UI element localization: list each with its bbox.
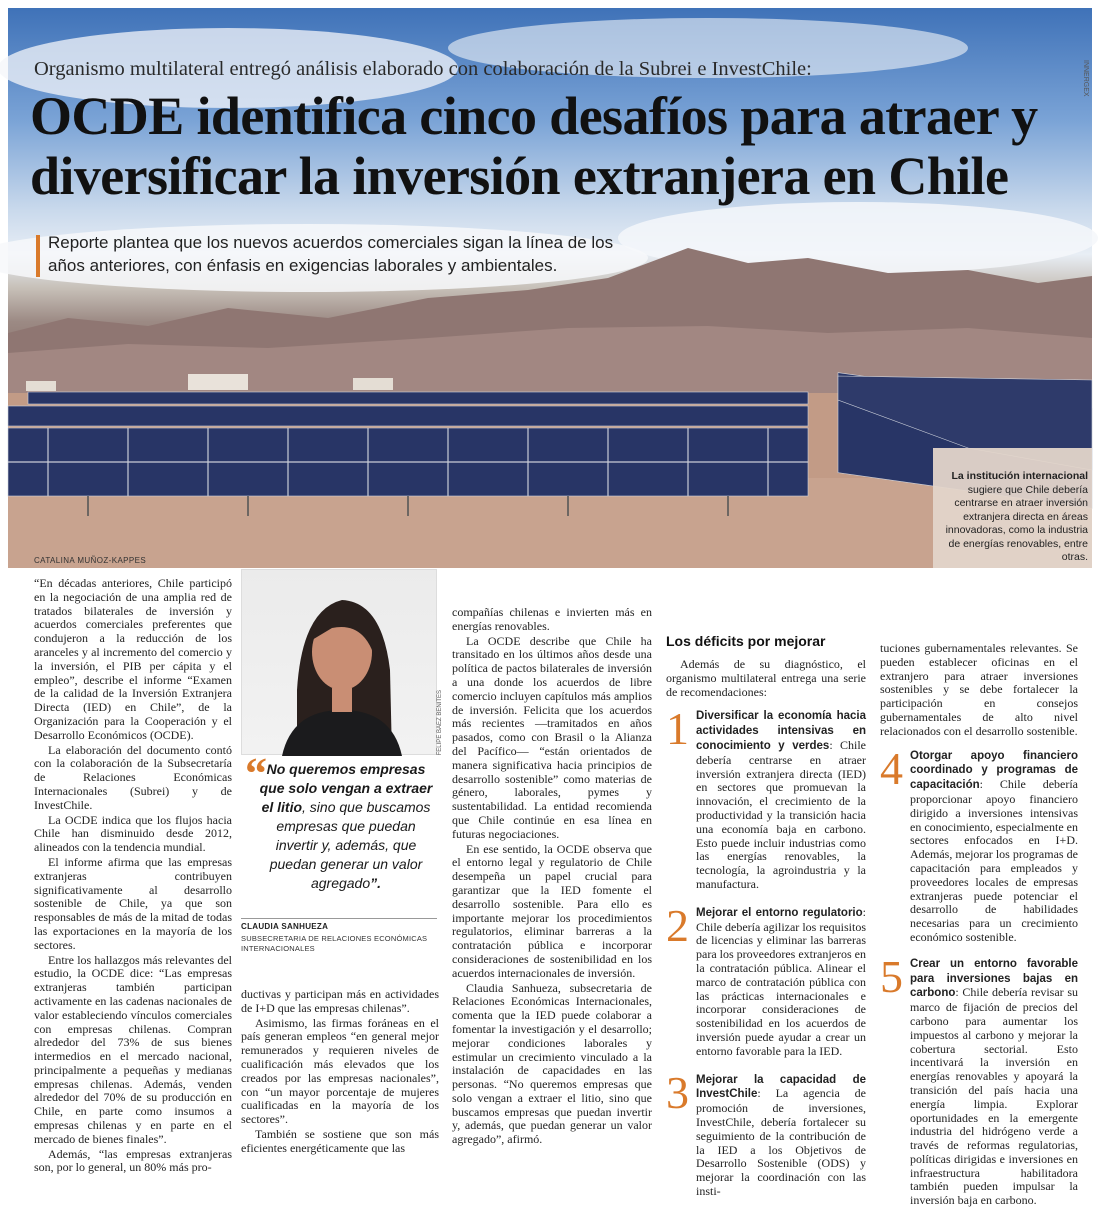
item-title: Otorgar apoyo financiero coordinado y programas de capacitación bbox=[910, 749, 1078, 792]
column-2 bbox=[241, 988, 439, 1157]
section-title: Los déficits por mejorar bbox=[666, 633, 826, 649]
paragraph: tuciones gubernamentales relevantes. Se pueden establecer oficinas en el extranjero para atraer inversiones sostenibles y se debe fortalecer la participación en consejos gubernamentales de alto nivel relacionados con el desarrollo sostenible. bbox=[880, 641, 1078, 738]
portrait-claudia-sanhueza bbox=[241, 569, 437, 755]
item-body: : Chile debería centrarse en atraer inversión extranjera directa (IED) en sectores que promuevan la innovación, el crecimiento de la productividad y la transición hacia una economía baja en carbono. Esto puede incluir industrias como las energías renovables, la tecnología, la agroindustria y la manufactura. bbox=[696, 737, 866, 891]
paragraph: compañías chilenas e invierten más en energías renovables. bbox=[452, 605, 652, 633]
column-4 bbox=[666, 658, 866, 1200]
item-body: : La agencia de promoción de inversiones, InvestChile, debería fortalecer su seguimiento de la contribución de la IED a los Objetivos de Desarrollo Sostenible (ODS) y mejorar la coordinación con las insti- bbox=[696, 1086, 866, 1198]
item-body: : Chile debería revisar su marco de fijación de precios del carbono para aumentar los impuestos al carbono y mejorar la cobertura sectorial. Esto incentivará la inversión en energías renovables y apoyará la transición del país hacia una energía limpia. Explorar oportunidades en la emergente industria del hidrógeno verde a través de reformas regulatorias, políticas dirigidas e inversiones en infraestructura habilitadora también pueden impulsar la inversión baja en carbono. bbox=[910, 985, 1078, 1208]
paragraph: ductivas y participan más en actividades de I+D que las empresas chilenas”. bbox=[241, 987, 439, 1015]
recommendation-5 bbox=[880, 950, 1078, 1208]
column-3 bbox=[452, 606, 652, 1148]
quote-end: ”. bbox=[370, 875, 382, 891]
pull-quote bbox=[241, 749, 437, 893]
paragraph: El informe afirma que las empresas extranjeras contribuyen significativamente al desarrollo sostenible de Chile, ya que son responsables de más de la mitad de todas las exportaciones en la mayoría de los sectores. bbox=[34, 854, 232, 952]
lede-text: Reporte plantea que los nuevos acuerdos comerciales sigan la línea de los años anteriores, con énfasis en exigencias laborales y ambientales. bbox=[48, 233, 614, 275]
item-title: Diversificar la economía hacia actividades intensivas en conocimiento y verdes bbox=[696, 710, 866, 752]
portrait-credit: FELIPE BÁEZ BENITES bbox=[437, 690, 443, 756]
quote-author-role: SUBSECRETARIA DE RELACIONES ECONÓMICAS INTERNACIONALES bbox=[241, 934, 428, 953]
caption-text: sugiere que Chile debería centrarse en atraer inversión extranjera directa en áreas innovadoras, como la industria de energías renovables, entre otras. bbox=[945, 483, 1088, 563]
item-text bbox=[910, 749, 1078, 945]
column-5 bbox=[880, 642, 1078, 1209]
vertical-photo-credit: INNERGEX bbox=[1082, 60, 1089, 97]
item-text bbox=[696, 709, 866, 891]
paragraph: La OCDE describe que Chile ha transitado en los últimos años desde una política de pactos bilaterales de inversión a una donde los acuerdos de libre comercio incluyen capítulos más amplios de inversión. Felicita que los acuerdos más recientes —tramitados en años pasados, como con Brasil o la Alianza del Pacífico— “están orientados de manera significativa hacia principios de desarrollo sostenible” como materias de género, laborales, pymes y sustentabilidad. La entidad recomienda que Chile continúe en esa línea en futuras negociaciones. bbox=[452, 633, 652, 841]
recommendation-1 bbox=[666, 703, 866, 891]
caption-bold: La institución internacional bbox=[951, 470, 1088, 482]
item-body: : Chile debería proporcionar apoyo financiero dirigido a inversiones intensivas en conocimiento, especialmente en sectores enfocados en I+D. Además, mejorar los programas de capacitación para empleados y proveedores locales de empresas extranjeras puede potenciar el desarrollo de habilidades necesarias para un crecimiento económico sostenible. bbox=[910, 777, 1078, 944]
recommendation-4 bbox=[880, 742, 1078, 945]
kicker: Organismo multilateral entregó análisis elaborado con colaboración de la Subrei e InvestChile: bbox=[34, 58, 812, 80]
number-2: 2 bbox=[666, 899, 689, 951]
paragraph: En ese sentido, la OCDE observa que el entorno legal y regulatorio de Chile desempeña un papel crucial para garantizar que la IED fomente el desarrollo sostenible. Para ello es importante mejorar los procedimientos regulatorios, eliminar barreras a la contratación pública e incorporar consideraciones de sostenibilidad en los acuerdos internacionales de inversión. bbox=[452, 841, 652, 980]
photo-caption bbox=[940, 470, 1088, 565]
headline: OCDE identifica cinco desafíos para atraer y diversificar la inversión extranjera en Chile bbox=[30, 86, 1038, 206]
number-1: 1 bbox=[666, 703, 689, 755]
item-title: Mejorar la capacidad de InvestChile bbox=[696, 1073, 866, 1101]
quote-divider bbox=[241, 918, 437, 919]
quote-text bbox=[241, 760, 437, 893]
paragraph: Entre los hallazgos más relevantes del estudio, la OCDE dice: “Las empresas extranjeras también participan activamente en las cadenas nacionales de valor estableciendo vínculos comerciales con empresas chilenas. Compran alrededor del 73% de sus bienes intermedios en el mercado nacional, principalmente a pequeñas y medianas empresas chilenas. Además, venden alrededor del 70% de su producción en Chile, en parte como insumos a empresas chilenas y en parte en el mercado de bienes finales”. bbox=[34, 952, 232, 1146]
paragraph: Claudia Sanhueza, subsecretaria de Relaciones Económicas Internacionales, comenta que la IED puede colaborar a fomentar la investigación y el desarrollo; mejorar condiciones laborales y estimular un crecimiento vinculado a la instalación de capacidades en las personas. “No queremos empresas que solo vengan a extraer el litio, sino que buscamos empresas que puedan invertir y, además, que puedan generar un valor agregado”, afirmó. bbox=[452, 980, 652, 1147]
paragraph: También se sostiene que son más eficientes energéticamente que las bbox=[241, 1126, 439, 1155]
item-body: : Chile debería agilizar los requisitos de licencias y eliminar las barreras para los proveedores extranjeros en la contratación pública. Alinear el marco de contratación pública con las prácticas internacionales e incorporar consideraciones de sostenibilidad en los acuerdos de inversión puede ayudar a crear un entorno favorable para la IED. bbox=[696, 904, 866, 1058]
recommendation-3 bbox=[666, 1066, 866, 1199]
item-text bbox=[696, 1073, 866, 1199]
number-5: 5 bbox=[880, 950, 903, 1002]
paragraph: Asimismo, las firmas foráneas en el país generan empleos “en general mejor remunerados y requieren niveles de cualificación más elevados que los creados por las empresas nacionales”, con “un mayor porcentaje de mujeres cualificadas en la mayoría de los sectores”. bbox=[241, 1015, 439, 1127]
lede bbox=[34, 231, 654, 277]
column-1 bbox=[34, 577, 232, 1176]
item-title: Mejorar el entorno regulatorio bbox=[696, 906, 863, 919]
paragraph: Además de su diagnóstico, el organismo multilateral entrega una serie de recomendaciones: bbox=[666, 657, 866, 699]
quote-mark-icon: “ bbox=[245, 749, 267, 798]
portrait-illustration bbox=[242, 570, 438, 756]
paragraph: “En décadas anteriores, Chile participó en la negociación de una amplia red de tratados bilaterales de inversión y acuerdos comerciales preferentes que condujeron a la reducción de los aranceles y al incremento del comercio y la inversión, el PIB per cápita y el empleo”, describe el informe “Examen de la calidad de la Inversión Extranjera Directa (IED) en Chile”, de la Organización para la Cooperación y el Desarrollo Económicos (OCDE). bbox=[34, 576, 232, 742]
number-3: 3 bbox=[666, 1066, 689, 1118]
item-text bbox=[696, 906, 866, 1059]
number-4: 4 bbox=[880, 742, 903, 794]
item-title: Crear un entorno favorable para inversiones bajas en carbono bbox=[910, 957, 1078, 1000]
quote-bold: No queremos empresas que solo vengan a extraer el litio bbox=[259, 761, 433, 815]
photo-credit: CATALINA MUÑOZ-KAPPES bbox=[34, 556, 147, 565]
paragraph: Además, “las empresas extranjeras son, por lo general, un 80% más pro- bbox=[34, 1146, 232, 1175]
item-text bbox=[910, 957, 1078, 1208]
paragraph: La elaboración del documento contó con la colaboración de la Subsecretaría de Relaciones Económicas Internacionales (Subrei) y de InvestChile. bbox=[34, 742, 232, 812]
quote-light: , sino que buscamos empresas que puedan invertir y, además, que puedan generar un valor agregado bbox=[269, 799, 431, 891]
paragraph: La OCDE indica que los flujos hacia Chile han disminuido desde 2012, alineados con la tendencia mundial. bbox=[34, 812, 232, 855]
quote-author-name: CLAUDIA SANHUEZA bbox=[241, 922, 329, 931]
recommendation-2 bbox=[666, 899, 866, 1059]
